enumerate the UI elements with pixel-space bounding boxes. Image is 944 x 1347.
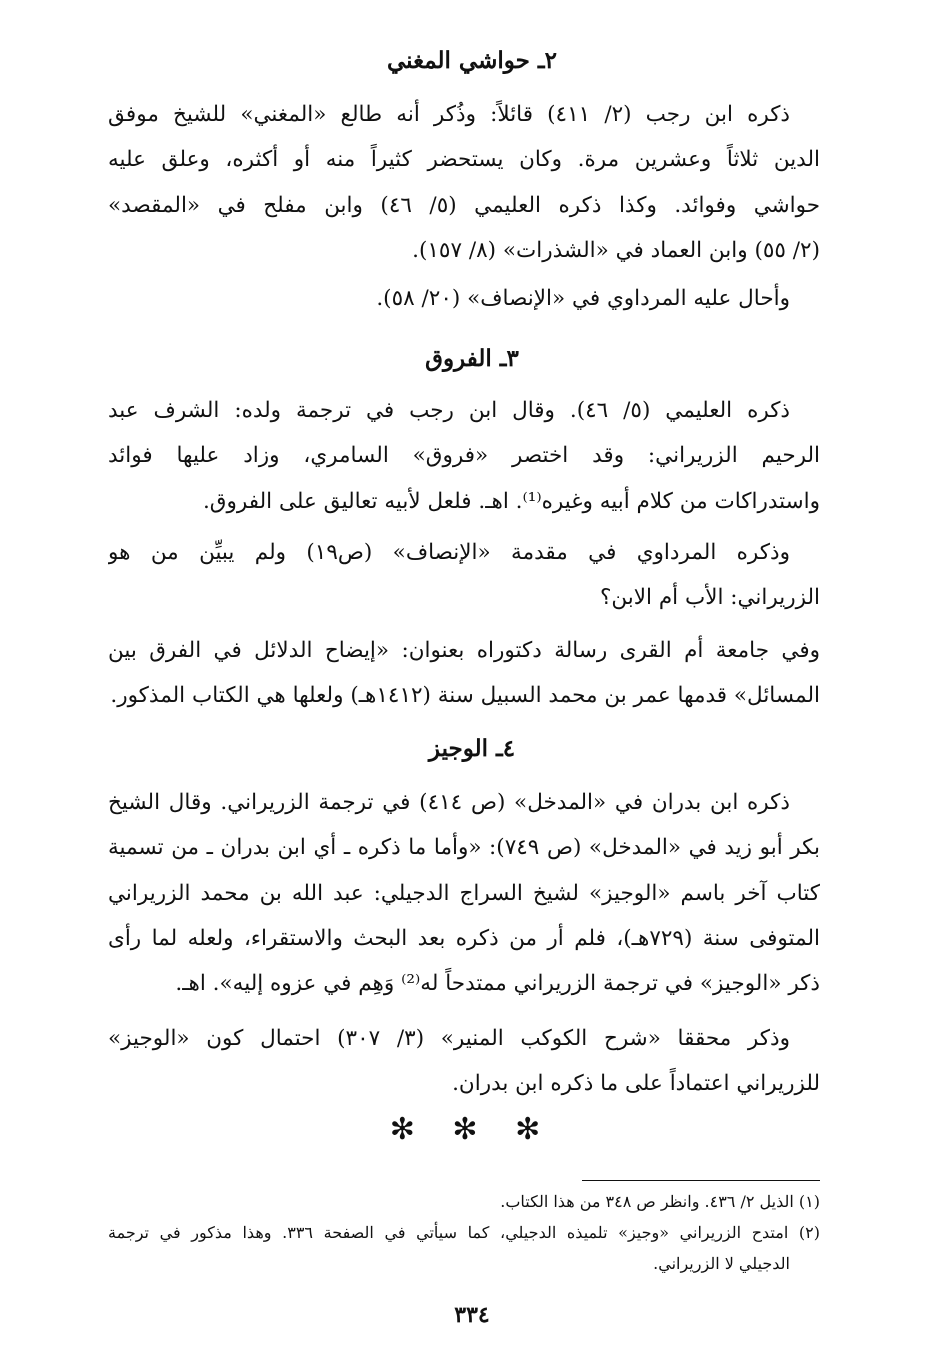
paragraph: [108, 780, 820, 1006]
page-number: ٣٣٤: [454, 1302, 490, 1328]
footnote-rule: [582, 1180, 820, 1181]
text-line: الزريراني: الأب أم الابن؟: [600, 585, 820, 611]
section-heading: ٢ـ حواشي المغني: [387, 47, 557, 74]
paragraph: [108, 92, 820, 273]
footnote-2-continued: الدجيلي لا الزريراني.: [653, 1254, 790, 1273]
text-line: المتوفى سنة (٧٢٩هـ)، فلم أر من ذكره بعد البحث والاستقراء، ولعله لما رأى: [108, 925, 820, 951]
text-line: وذكره المرداوي في مقدمة «الإنصاف» (ص١٩) ولم يبيِّن من هو: [108, 540, 790, 565]
text-line: (٢/ ٥٥) وابن العماد في «الشذرات» (٨/ ١٥٧).: [412, 237, 820, 263]
text-line: المسائل» قدمها عمر بن محمد السبيل سنة (١٤١٢هـ) ولعلها هي الكتاب المذكور.: [110, 683, 820, 709]
text-line: ذكره ابن بدران في «المدخل» (ص ٤١٤) في ترجمة الزريراني. وقال الشيخ: [108, 790, 790, 815]
footnote-1: (١) الذيل ٢/ ٤٣٦. وانظر ص ٣٤٨ من هذا الكتاب.: [500, 1192, 820, 1211]
paragraph: [108, 628, 820, 719]
text-line: الرحيم الزريراني: وقد اختصر «فروق» السامري، وزاد عليها فوائد: [108, 443, 820, 469]
text-line: كتاب آخر باسم «الوجيز» لشيخ السراج الدجيلي: عبد الله بن محمد الزريراني: [108, 880, 820, 906]
text-line: بكر أبو زيد في «المدخل» (ص ٧٤٩): «وأما ما ذكره ـ أي ابن بدران ـ من تسمية: [108, 835, 820, 861]
text-line: ذكره ابن رجب (٢/ ٤١١) قائلاً: وذُكر أنه طالع «المغني» للشيخ موفق: [108, 102, 791, 127]
section-heading: ٤ـ الوجيز: [428, 735, 516, 762]
footnotes: [108, 1186, 820, 1279]
section-heading: ٣ـ الفروق: [425, 345, 519, 372]
paragraph: [108, 276, 820, 321]
asterisk-separator: ✻ ✻ ✻: [389, 1112, 555, 1147]
text-line: الدين ثلاثاً وعشرين مرة. وكان يستحضر كثيراً منه أو أكثره، وعلق عليه: [108, 147, 820, 173]
text-line: حواشي وفوائد. وكذا ذكره العليمي (٥/ ٤٦) وابن مفلح في «المقصد»: [108, 192, 820, 218]
footnote-2: (٢) امتدح الزريراني «وجيز» تلميذه الدجيلي، كما سيأتي في الصفحة ٣٣٦. وهذا مذكور في ترجمة: [108, 1223, 821, 1242]
text-line: ذكر «الوجيز» في ترجمة الزريراني ممتدحاً له⁽²⁾ وَهِم في عزوه إليه». اهـ.: [175, 971, 820, 997]
text-line: ذكره العليمي (٥/ ٤٦). وقال ابن رجب في ترجمة ولده: الشرف عبد: [108, 398, 791, 423]
text-line: للزريراني اعتماداً على ما ذكره ابن بدران.: [452, 1071, 820, 1097]
text-line: واستدراكات من كلام أبيه وغيره⁽¹⁾. اهـ. فلعل لأبيه تعاليق على الفروق.: [202, 488, 820, 514]
text-line: وفي جامعة أم القرى رسالة دكتوراه بعنوان: «إيضاح الدلائل في الفرق بين: [108, 638, 820, 663]
paragraph: [108, 388, 820, 524]
text-line: وأحال عليه المرداوي في «الإنصاف» (٢٠/ ٥٨).: [376, 286, 790, 311]
paragraph: [108, 1016, 820, 1107]
paragraph: [108, 530, 820, 621]
text-line: وذكر محققا «شرح الكوكب المنير» (٣/ ٣٠٧) احتمال كون «الوجيز»: [108, 1026, 790, 1051]
